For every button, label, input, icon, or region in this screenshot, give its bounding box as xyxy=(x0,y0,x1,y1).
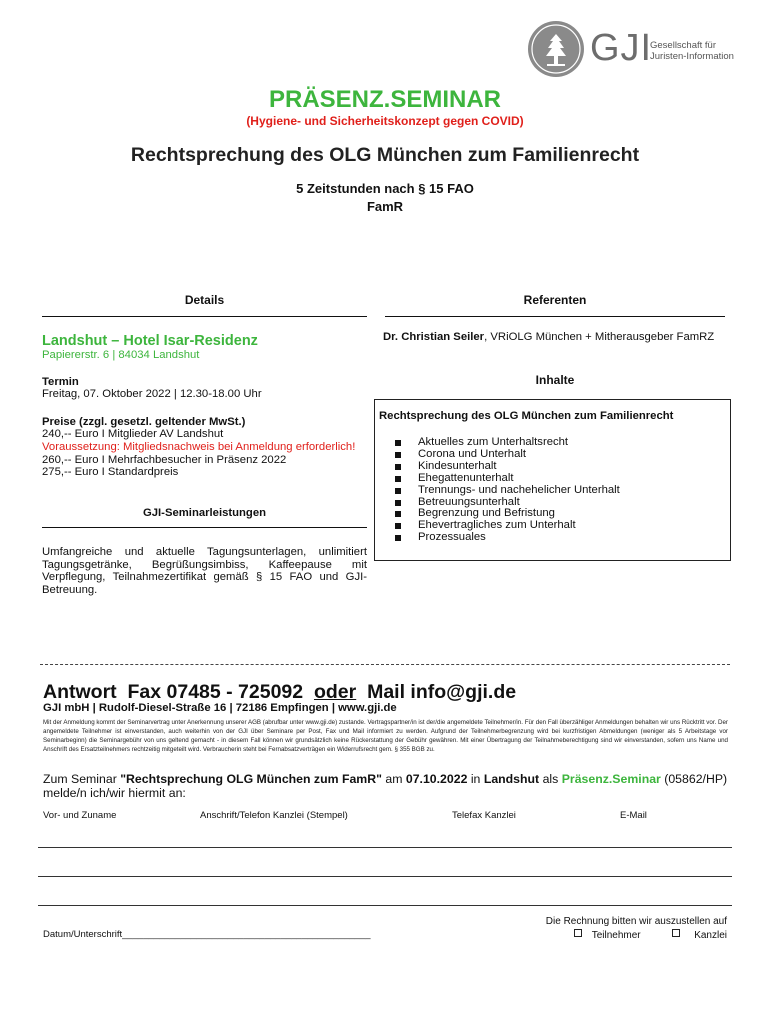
list-item: Trennungs- und nachehelicher Unterhalt xyxy=(384,485,620,497)
gji-logo-icon xyxy=(527,20,585,78)
speaker xyxy=(383,331,714,343)
price-members: 240,-- Euro I Mitglieder AV Landshut xyxy=(42,428,224,440)
answer-heading xyxy=(43,681,516,704)
invoice-options xyxy=(574,929,727,941)
logo-tagline-2: Juristen-Information xyxy=(650,51,734,62)
list-item: Begrenzung und Befristung xyxy=(384,508,620,520)
entry-line-1[interactable] xyxy=(38,847,732,848)
cut-line xyxy=(40,664,730,665)
col-address-label: Anschrift/Telefon Kanzlei (Stempel) xyxy=(200,810,348,821)
company-line: GJI mbH | Rudolf-Diesel-Straße 16 | 72186 Empfingen | www.gji.de xyxy=(43,702,397,714)
entry-line-2[interactable] xyxy=(38,876,732,877)
reg-date: 07.10.2022 xyxy=(405,772,468,786)
checkbox-office[interactable] xyxy=(672,929,680,937)
reg-prefix: Zum Seminar xyxy=(43,772,121,786)
reg-line2: melde/n ich/wir hiermit an: xyxy=(43,785,186,800)
contents-heading: Inhalte xyxy=(535,373,575,387)
list-item: Ehegattenunterhalt xyxy=(384,473,620,485)
speaker-role: , VRiOLG München + Mitherausgeber FamRZ xyxy=(484,331,715,343)
list-item: Betreuungsunterhalt xyxy=(384,497,620,509)
reg-type: Präsenz.Seminar xyxy=(561,772,661,786)
details-rule xyxy=(42,316,367,317)
legal-text: Mit der Anmeldung kommt der Seminarvertrag unter Anerkennung unserer AGB (abrufbar unter www.gji.de) zustande. Vertragspartner/in ist der/die angemeldete Teilnehmer/in. Für den Fall überzähliger Anmeldungen behalten wir uns Rücktritt vor. Der angemeldete Teilnehmer ist einverstanden, auch weiterhin von der GJI über Seminare per Post, Fax und Mail informiert zu werden. Aufgrund der Teilnehmerbegrenzung wird bei kurzfristigen Abmeldungen (weniger als 5 Arbeitstage vor Seminarbeginn) die Seminargebühr von uns geltend gemacht - in diesem Fall können wir grundsätzlich keine Rückerstattung der Gebühr gewähren. Mit einer Übertragung der Teilnahmeberechtigung sind wir einverstanden, sofern uns Name und Anschrift des Ersatzteilnehmers rechtzeitig mitgeteilt wird. Verbraucherin steht bei Fernabsatzverträgen ein Widerrufsrecht gem. § 355 BGB zu. xyxy=(43,719,728,753)
option-participant-label: Teilnehmer xyxy=(591,930,641,941)
entry-line-3[interactable] xyxy=(38,905,732,906)
col-mail-label: E-Mail xyxy=(620,810,647,821)
seminar-title: Rechtsprechung des OLG München zum Familienrecht xyxy=(130,144,640,166)
reg-in: in xyxy=(467,772,484,786)
speakers-heading: Referenten xyxy=(523,293,587,307)
list-item: Ehevertragliches zum Unterhalt xyxy=(384,520,620,532)
checkbox-participant[interactable] xyxy=(574,929,582,937)
list-item: Aktuelles zum Unterhaltsrecht xyxy=(384,437,620,449)
venue-name: Landshut – Hotel Isar-Residenz xyxy=(42,333,258,349)
answer-mail: Mail info@gji.de xyxy=(356,681,517,703)
signature-field[interactable]: Datum/Unterschrift_______________________________________________ xyxy=(43,929,371,940)
seminar-hours: 5 Zeitstunden nach § 15 FAO xyxy=(296,181,474,196)
contents-box-title: Rechtsprechung des OLG München zum Familienrecht xyxy=(379,410,674,422)
reg-am: am xyxy=(381,772,406,786)
answer-or: oder xyxy=(313,681,357,703)
price-multi: 260,-- Euro I Mehrfachbesucher in Präsenz 2022 xyxy=(42,454,287,466)
services-rule xyxy=(42,527,367,528)
col-fax-label: Telefax Kanzlei xyxy=(452,810,516,821)
price-note: Voraussetzung: Mitgliedsnachweis bei Anmeldung erforderlich! xyxy=(42,441,356,453)
page-subtitle: (Hygiene- und Sicherheitskonzept gegen COVID) xyxy=(246,114,524,128)
termin-label: Termin xyxy=(42,376,79,388)
list-item: Corona und Unterhalt xyxy=(384,449,620,461)
price-standard: 275,-- Euro I Standardpreis xyxy=(42,466,179,478)
services-heading: GJI-Seminarleistungen xyxy=(142,507,267,519)
reg-title: "Rechtsprechung OLG München zum FamR" xyxy=(120,772,382,786)
venue-address: Papiererstr. 6 | 84034 Landshut xyxy=(42,349,200,361)
reg-als: als xyxy=(539,772,562,786)
reg-code: (05862/HP) xyxy=(660,772,728,786)
registration-line xyxy=(43,773,733,800)
contents-list xyxy=(384,437,620,544)
answer-fax: Antwort Fax 07485 - 725092 xyxy=(43,681,314,703)
seminar-area: FamR xyxy=(366,199,404,214)
logo xyxy=(527,20,737,80)
termin-value: Freitag, 07. Oktober 2022 | 12.30-18.00 Uhr xyxy=(42,388,262,400)
prices-label: Preise (zzgl. gesetzl. geltender MwSt.) xyxy=(42,416,246,428)
list-item: Kindesunterhalt xyxy=(384,461,620,473)
speakers-rule xyxy=(385,316,725,317)
option-office-label: Kanzlei xyxy=(694,930,727,941)
logo-tagline-1: Gesellschaft für xyxy=(650,40,716,51)
page-title: PRÄSENZ.SEMINAR xyxy=(268,86,502,113)
contents-box xyxy=(374,399,731,561)
col-name-label: Vor- und Zuname xyxy=(43,810,117,821)
services-text: Umfangreiche und aktuelle Tagungsunterlagen, unlimitiert Tagungsgetränke, Begrüßungsimbiss, Kaffeepause mit Verpflegung, Teilnahmezertifikat gemäß § 15 FAO und GJI-Betreuung. xyxy=(42,546,367,597)
reg-place: Landshut xyxy=(483,772,540,786)
list-item: Prozessuales xyxy=(384,532,620,544)
logo-wordmark: GJI xyxy=(590,27,653,69)
invoice-label: Die Rechnung bitten wir auszustellen auf xyxy=(545,916,727,927)
details-heading: Details xyxy=(184,293,225,307)
speaker-name: Dr. Christian Seiler xyxy=(383,331,485,343)
